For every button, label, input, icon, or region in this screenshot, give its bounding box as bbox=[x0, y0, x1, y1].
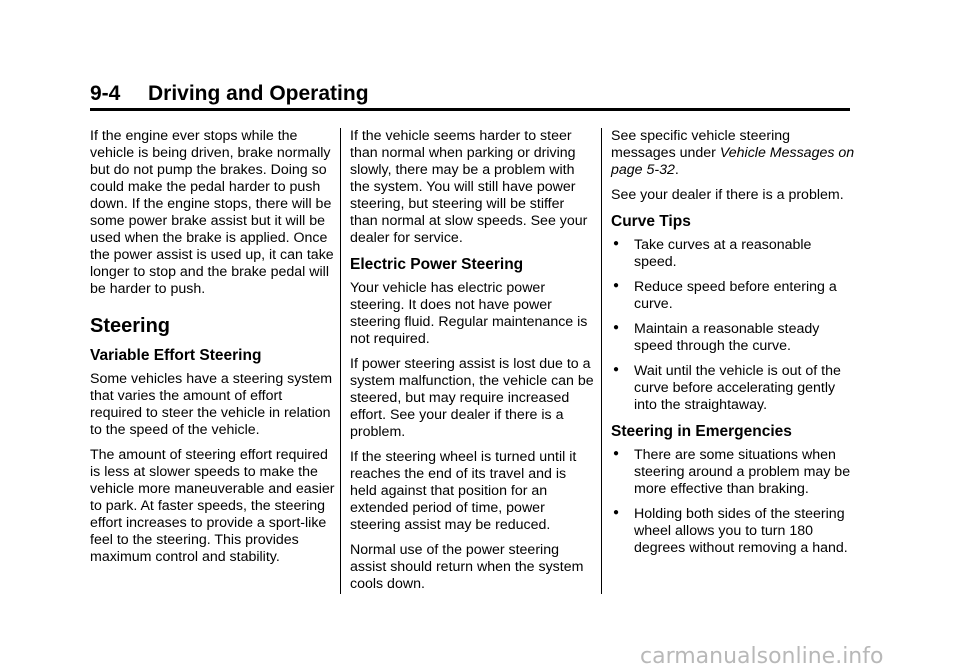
list-item: ● Maintain a reasonable steady speed through the curve. bbox=[613, 321, 820, 354]
watermark-text: carmanualsonline.info bbox=[640, 644, 884, 669]
bullet-icon: ● bbox=[613, 238, 620, 249]
page-number: 9-4 bbox=[90, 82, 121, 105]
column-2 bbox=[350, 128, 595, 601]
bullet-icon: ● bbox=[613, 364, 620, 375]
column-1 bbox=[90, 128, 335, 574]
paragraph-end-of-travel: If the steering wheel is turned until it reaches the end of its travel and is held against that position for an extended period of time, power steering assist may be reduced. bbox=[350, 449, 577, 533]
page-header bbox=[90, 80, 850, 111]
paragraph-eps: Your vehicle has electric power steering. It does not have power steering fluid. Regular maintenance is not required. bbox=[350, 280, 588, 347]
list-item: ● Wait until the vehicle is out of the curve before accelerating gently into the straightaway. bbox=[613, 363, 841, 413]
bullet-icon: ● bbox=[613, 448, 620, 459]
column-divider-2 bbox=[601, 128, 602, 594]
paragraph-normal-use: Normal use of the power steering assist should return when the system cools down. bbox=[350, 542, 584, 592]
paragraph-vehicle-messages bbox=[611, 128, 856, 179]
list-item: ● Take curves at a reasonable speed. bbox=[613, 237, 812, 270]
heading-curve-tips: Curve Tips bbox=[611, 213, 691, 230]
section-title: Driving and Operating bbox=[148, 82, 369, 105]
paragraph-see-dealer: See your dealer if there is a problem. bbox=[611, 187, 844, 203]
heading-electric-power-steering: Electric Power Steering bbox=[350, 256, 524, 273]
paragraph-variable-effort: Some vehicles have a steering system that varies the amount of effort required to steer the vehicle in relation to the speed of the vehicle. bbox=[90, 371, 333, 438]
paragraph-harder-to-steer: If the vehicle seems harder to steer than normal when parking or driving slowly, there may be a problem with the system. You will still have power steering, but steering will be stiffer than normal at slow speeds. See your dealer for service. bbox=[350, 128, 588, 246]
bullet-icon: ● bbox=[613, 280, 620, 291]
list-item: ● Reduce speed before entering a curve. bbox=[613, 279, 837, 312]
paragraph-assist-lost: If power steering assist is lost due to a system malfunction, the vehicle can be steered, but may require increased effort. See your dealer if there is a problem. bbox=[350, 356, 594, 440]
bullet-icon: ● bbox=[613, 322, 620, 333]
paragraph-steering-effort: The amount of steering effort required is less at slower speeds to make the vehicle more maneuverable and easier to park. At faster speeds, the steering effort increases to provide a sport-like feel to the steering. This provides maximum control and stability. bbox=[90, 447, 335, 565]
heading-steering: Steering bbox=[90, 315, 171, 337]
curve-tips-list bbox=[611, 237, 856, 414]
vehicle-messages-reference: Vehicle Messages on page 5-32 bbox=[611, 145, 855, 178]
column-divider-1 bbox=[340, 128, 341, 594]
vehicle-messages-text: See specific vehicle steering messages under bbox=[611, 128, 791, 161]
vehicle-messages-period: . bbox=[674, 162, 679, 178]
list-item: ● Holding both sides of the steering wheel allows you to turn 180 degrees without removing a hand. bbox=[613, 506, 848, 556]
paragraph-engine-stops: If the engine ever stops while the vehicle is being driven, brake normally but do not pump the brakes. Doing so could make the pedal harder to push down. If the engine stops, there will be some power brake assist but it will be used when the brake is applied. Once the power assist is used up, it can take longer to stop and the brake pedal will be harder to push. bbox=[90, 128, 334, 297]
column-3 bbox=[611, 128, 856, 565]
list-item: ● There are some situations when steering around a problem may be more effective than braking. bbox=[613, 447, 851, 497]
emergency-tips-list bbox=[611, 447, 856, 557]
heading-steering-in-emergencies: Steering in Emergencies bbox=[611, 423, 792, 440]
heading-variable-effort-steering: Variable Effort Steering bbox=[90, 347, 262, 364]
bullet-icon: ● bbox=[613, 507, 620, 518]
